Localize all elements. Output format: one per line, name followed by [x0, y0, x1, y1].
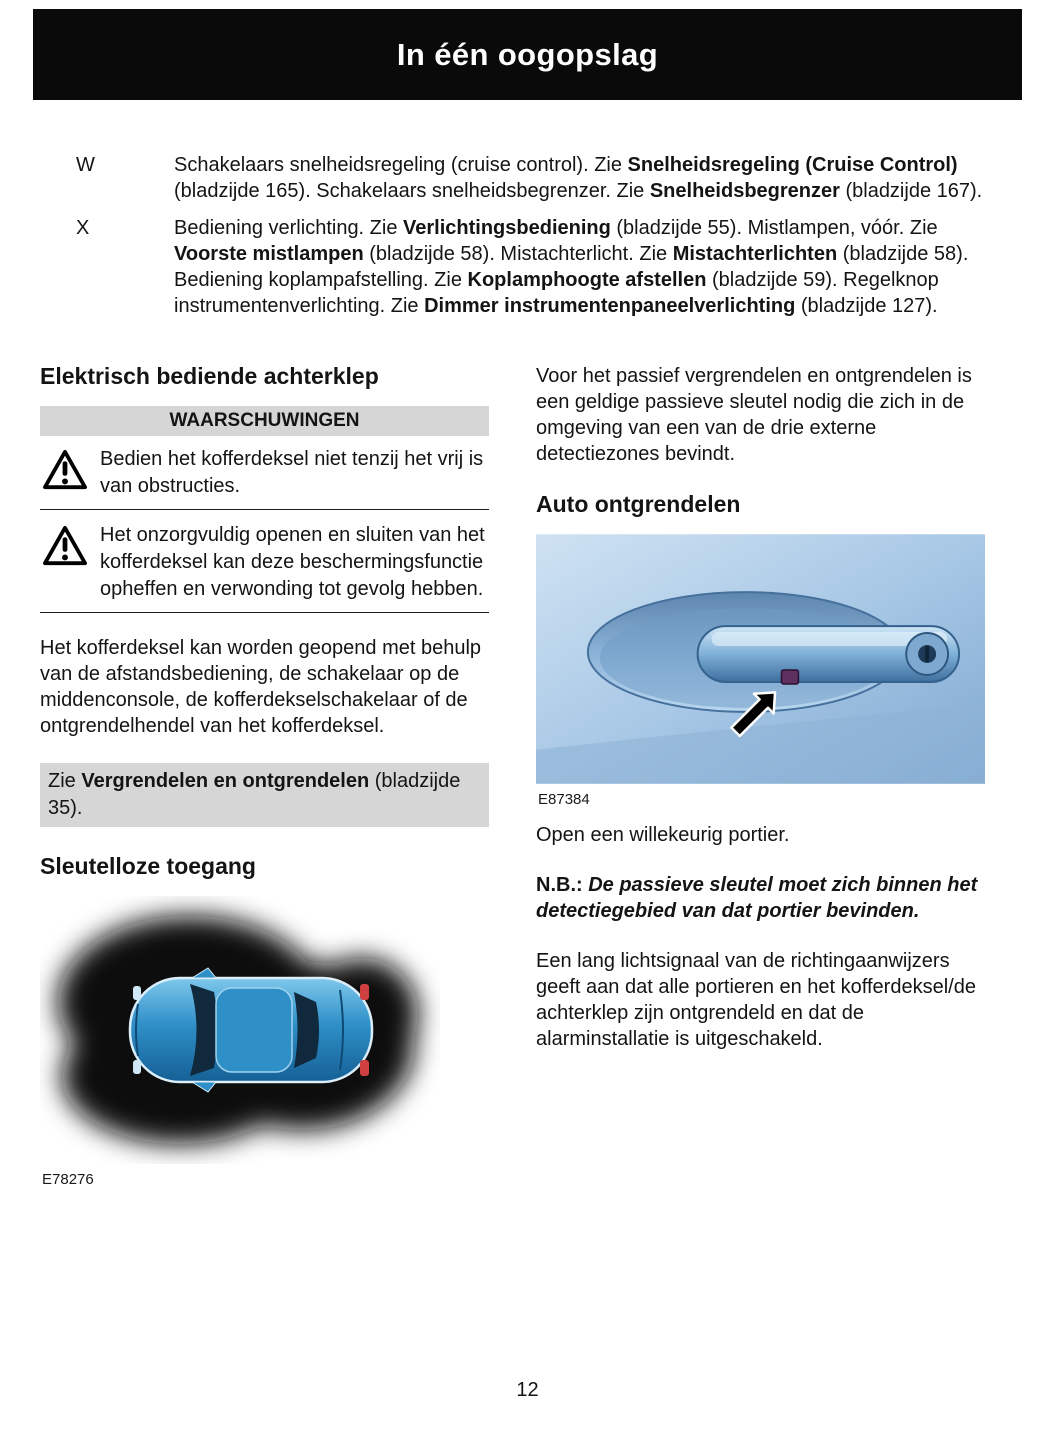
- passive-key-sensor: [781, 670, 798, 684]
- glance-callout-list: [40, 152, 985, 319]
- figure-label: E87384: [538, 791, 590, 808]
- right-column: [536, 363, 985, 1200]
- keyless-zones-illustration: [40, 896, 440, 1164]
- page-content: [40, 152, 985, 1200]
- callout-letter: X: [76, 217, 90, 239]
- car-top-view: [130, 968, 372, 1092]
- key-cylinder: [906, 633, 948, 675]
- two-column-layout: [40, 363, 985, 1200]
- paragraph-kofferdeksel: Het kofferdeksel kan worden geopend met behulp van de afstandsbediening, de schakelaar op de middenconsole, de kofferdekselschakelaar of de ontgrendelhendel van het kofferdeksel.: [40, 637, 482, 737]
- left-column: [40, 363, 489, 1200]
- paragraph-open-portier: Open een willekeurig portier.: [536, 824, 790, 846]
- section-title-sleutelloze-toegang: Sleutelloze toegang: [40, 853, 256, 879]
- warning-text: Het onzorgvuldig openen en sluiten van het kofferdeksel kan deze beschermingsfunctie opheffen en verwonding tot gevolg hebben.: [100, 524, 485, 600]
- section-title-auto-ontgrendelen: Auto ontgrendelen: [536, 491, 741, 517]
- paragraph-lichtsignaal: Een lang lichtsignaal van de richtingaanwijzers geeft aan dat alle portieren en het kofferdeksel/de achterklep zijn ontgrendeld en dat de alarminstallatie is uitgeschakeld.: [536, 950, 976, 1050]
- warning-triangle-icon: [42, 449, 88, 499]
- warning-divider: [40, 612, 489, 613]
- paragraph-passief-vergrendelen: Voor het passief vergrendelen en ontgrendelen is een geldige passieve sleutel nodig die zich in de omgeving van een van de drie externe detectiezones bevindt.: [536, 365, 972, 465]
- warning-triangle-icon: [42, 525, 88, 575]
- note-nb: N.B.: De passieve sleutel moet zich binnen het detectiegebied van dat portier bevinden.: [536, 874, 978, 922]
- warning-text: Bedien het kofferdeksel niet tenzij het vrij is van obstructies.: [100, 448, 484, 497]
- warnings-banner: WAARSCHUWINGEN: [40, 406, 489, 436]
- see-also-box: Zie Vergrendelen en ontgrendelen (bladzijde 35).: [40, 763, 489, 827]
- callout-letter: W: [76, 154, 95, 176]
- warning-item: [40, 446, 489, 500]
- glance-item-w: [40, 152, 985, 204]
- glance-item-text: Bediening verlichting. Zie Verlichtingsbediening (bladzijde 55). Mistlampen, vóór. Zie Voorste mistlampen (bladzijde 58). Mistachterlicht. Zie Mistachterlichten (bladzijde 58). Bediening koplampafstelling. Zie Koplamphoogte afstellen (bladzijde 59). Regelknop instrumentenverlichting. Zie Dimmer instrumentenpaneelverlichting (bladzijde 127).: [174, 217, 969, 317]
- page-number: 12: [516, 1379, 539, 1401]
- page-title: In één oogopslag: [396, 36, 659, 72]
- warning-item: [40, 522, 489, 603]
- figure-label: E78276: [42, 1171, 94, 1188]
- page-header: [33, 9, 1022, 100]
- glance-item-x: [40, 215, 985, 319]
- section-title-achterklep: Elektrisch bediende achterklep: [40, 363, 379, 389]
- figure-keyless-entry-zones: [40, 896, 489, 1188]
- figure-door-handle-unlock: [536, 534, 985, 808]
- warning-divider: [40, 509, 489, 510]
- door-handle-illustration: [536, 534, 985, 784]
- glance-item-text: Schakelaars snelheidsregeling (cruise control). Zie Snelheidsregeling (Cruise Control) (bladzijde 165). Schakelaars snelheidsbegrenzer. Zie Snelheidsbegrenzer (bladzijde 167).: [174, 154, 983, 202]
